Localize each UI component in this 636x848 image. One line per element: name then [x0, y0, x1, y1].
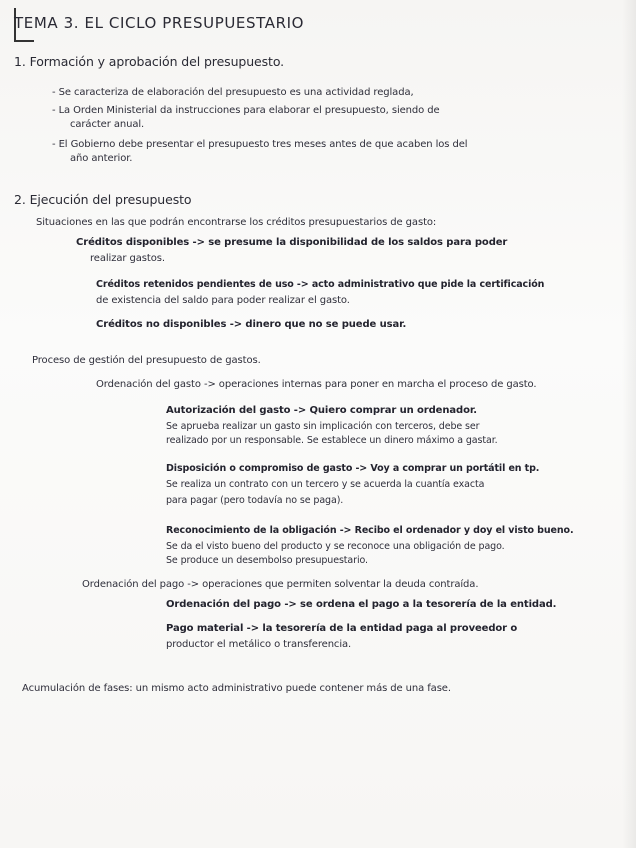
process-line: Disposición o compromiso de gasto -> Voy a comprar un portátil en tp. [166, 463, 540, 474]
title-underline [14, 40, 34, 42]
process-heading: Proceso de gestión del presupuesto de gastos. [32, 355, 261, 366]
process-line: Ordenación del pago -> operaciones que permiten solventar la deuda contraída. [82, 579, 479, 590]
process-line: Se da el visto bueno del producto y se reconoce una obligación de pago. [166, 541, 505, 552]
process-line: Pago material -> la tesorería de la entidad paga al proveedor o [166, 623, 518, 634]
process-line: Reconocimiento de la obligación -> Recibo el ordenador y doy el visto bueno. [166, 525, 574, 536]
section-2-heading: 2. Ejecución del presupuesto [14, 192, 192, 207]
section-2-line: Créditos disponibles -> se presume la disponibilidad de los saldos para poder [76, 237, 508, 248]
process-line: Autorización del gasto -> Quiero comprar un ordenador. [166, 405, 477, 416]
section-2-line: Créditos no disponibles -> dinero que no se puede usar. [96, 319, 407, 330]
section-2-line: realizar gastos. [90, 253, 165, 264]
section-1-line: - La Orden Ministerial da instrucciones para elaborar el presupuesto, siendo de [52, 105, 440, 116]
section-2-line: Situaciones en las que podrán encontrarse los créditos presupuestarios de gasto: [36, 217, 437, 228]
process-line: productor el metálico o transferencia. [166, 639, 352, 650]
process-line: Ordenación del pago -> se ordena el pago a la tesorería de la entidad. [166, 599, 557, 610]
section-1-line: carácter anual. [70, 119, 145, 130]
section-1-line: - El Gobierno debe presentar el presupuesto tres meses antes de que acaben los del [52, 139, 468, 150]
section-1-heading: 1. Formación y aprobación del presupuesto. [14, 54, 285, 69]
process-line: Se realiza un contrato con un tercero y se acuerda la cuantía exacta [166, 479, 485, 490]
page-edge-shadow [622, 0, 636, 848]
page-title: TEMA 3. EL CICLO PRESUPUESTARIO [14, 14, 305, 32]
process-line: Ordenación del gasto -> operaciones internas para poner en marcha el proceso de gasto. [96, 379, 537, 390]
section-1-line: - Se caracteriza de elaboración del presupuesto es una actividad reglada, [52, 87, 414, 98]
section-1-line: año anterior. [70, 153, 133, 164]
section-2-line: de existencia del saldo para poder realizar el gasto. [96, 295, 350, 306]
process-line: Se produce un desembolso presupuestario. [166, 555, 368, 566]
section-2-line: Créditos retenidos pendientes de uso -> acto administrativo que pide la certificación [96, 279, 545, 290]
process-line: Se aprueba realizar un gasto sin implicación con terceros, debe ser [166, 421, 480, 432]
process-line: realizado por un responsable. Se establece un dinero máximo a gastar. [166, 435, 498, 446]
process-line: para pagar (pero todavía no se paga). [166, 495, 344, 506]
footer-note: Acumulación de fases: un mismo acto administrativo puede contener más de una fase. [22, 683, 451, 694]
